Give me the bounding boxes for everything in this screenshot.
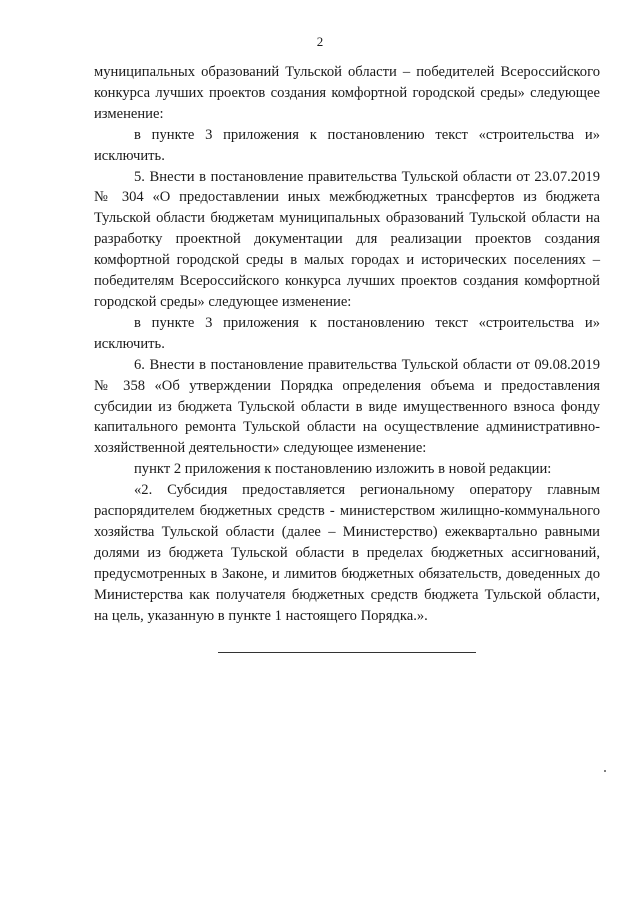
scan-speck — [604, 770, 606, 772]
paragraph-item-6: 6. Внести в постановление правительства Тульской области от 09.08.2019 № 358 «Об утверждении Порядка определения объема и предоставления субсидии из бюджета Тульской области в виде имущественного взноса фонду капитального ремонта Тульской области на осуществление административно-хозяйственной деятельности» следующее изменение: — [94, 356, 600, 457]
paragraph-item-6-new-text: «2. Субсидия предоставляется региональному оператору главным распорядителем бюджетных средств - министерством жилищно-коммунального хозяйства Тульской области (далее – Министерство) ежеквартально равными долями из бюджета Тульской области в пределах бюджетных ассигнований, предусмотренных в Законе, и лимитов бюджетных обязательств, доведенных до Министерства как получателя бюджетных средств бюджета Тульской области, на цель, указанную в пункте 1 настоящего Порядка.». — [94, 482, 600, 624]
page-number: 2 — [316, 34, 324, 49]
paragraph-continuation: муниципальных образований Тульской области – победителей Всероссийского конкурса лучших проектов создания комфортной городской среды» следующее изменение: — [94, 64, 600, 122]
paragraph-item-5: 5. Внести в постановление правительства Тульской области от 23.07.2019 № 304 «О предоставлении иных межбюджетных трансфертов из бюджета Тульской области бюджетам муниципальных образований Тульской области на разработку проектной документации для реализации проектов создания комфортной городской среды в малых городах и исторических поселениях – победителям Всероссийского конкурса лучших проектов создания комфортной городской среды» следующее изменение: — [94, 168, 600, 310]
paragraph-item-5-change: в пункте 3 приложения к постановлению текст «строительства и» исключить. — [94, 314, 600, 352]
paragraph-item-4-change: в пункте 3 приложения к постановлению текст «строительства и» исключить. — [94, 126, 600, 164]
document-body — [94, 62, 600, 626]
end-divider-line — [218, 652, 476, 653]
paragraph-item-6-change: пункт 2 приложения к постановлению изложить в новой редакции: — [134, 461, 552, 478]
